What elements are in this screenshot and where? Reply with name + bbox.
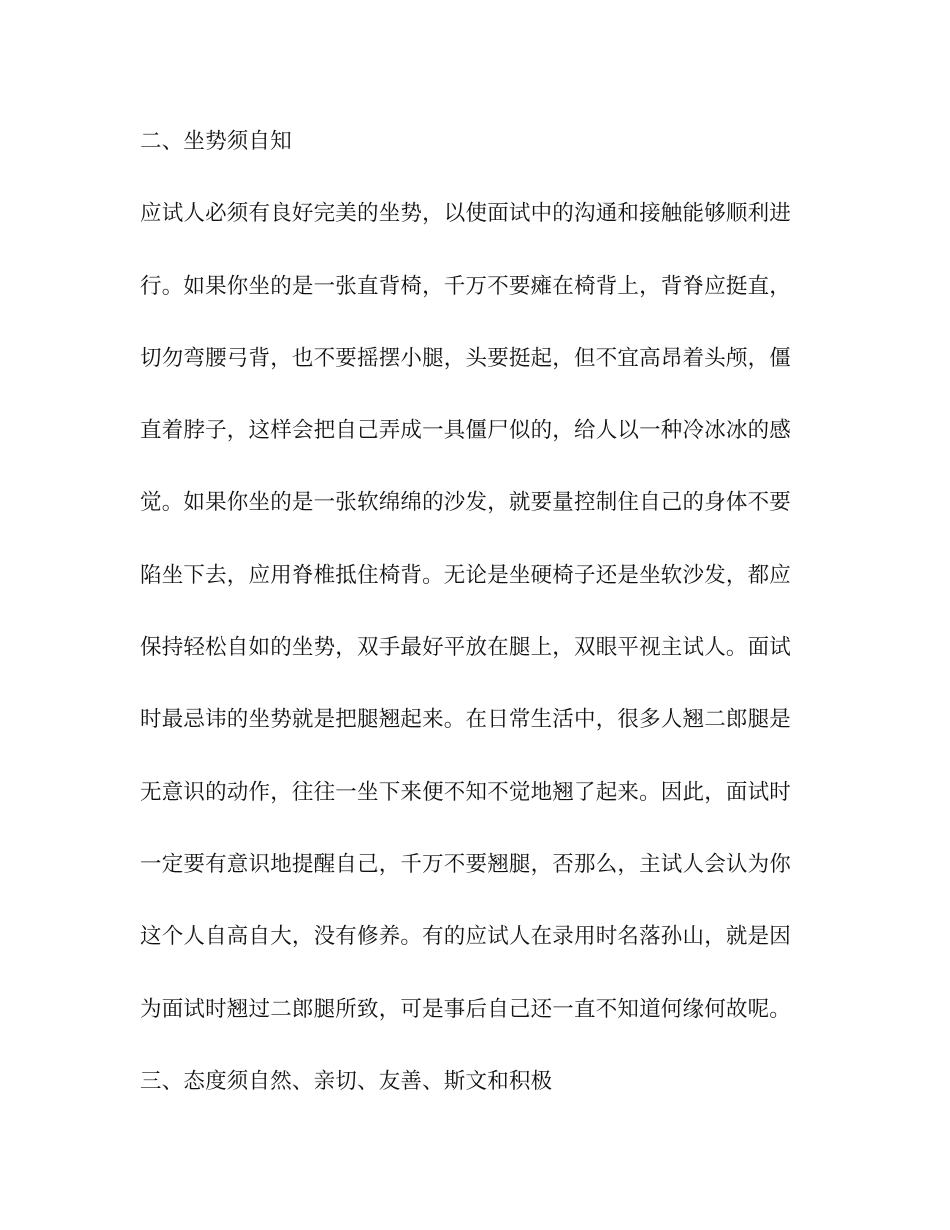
paragraph-line: 这个人自高自大，没有修养。有的应试人在录用时名落孙山，就是因 — [140, 924, 792, 950]
paragraph-line: 切勿弯腰弓背，也不要摇摆小腿，头要挺起，但不宜高昂着头颅，僵 — [140, 345, 792, 371]
paragraph-line: 陷坐下去，应用脊椎抵住椅背。无论是坐硬椅子还是坐软沙发，都应 — [140, 562, 792, 588]
paragraph-line: 直着脖子，这样会把自己弄成一具僵尸似的，给人以一种冷冰冰的感 — [140, 418, 792, 444]
section-heading-posture: 二、坐势须自知 — [140, 129, 292, 154]
paragraph-line: 觉。如果你坐的是一张软绵绵的沙发，就要量控制住自己的身体不要 — [140, 490, 792, 516]
paragraph-line: 无意识的动作，往往一坐下来便不知不觉地翘了起来。因此，面试时 — [140, 779, 792, 805]
section-heading-attitude: 三、态度须自然、亲切、友善、斯文和积极 — [140, 1068, 553, 1094]
paragraph-line: 一定要有意识地提醒自己，千万不要翘腿，否那么，主试人会认为你 — [140, 851, 792, 877]
paragraph-line: 应试人必须有良好完美的坐势，以使面试中的沟通和接触能够顺利进 — [140, 201, 792, 227]
paragraph-line: 保持轻松自如的坐势，双手最好平放在腿上，双眼平视主试人。面试 — [140, 635, 792, 661]
paragraph-line: 时最忌讳的坐势就是把腿翘起来。在日常生活中，很多人翘二郎腿是 — [140, 707, 792, 733]
paragraph-line: 行。如果你坐的是一张直背椅，千万不要瘫在椅背上，背脊应挺直， — [140, 273, 792, 299]
paragraph-line: 为面试时翘过二郎腿所致，可是事后自己还一直不知道何缘何故呢。 — [140, 996, 792, 1022]
document-body — [140, 124, 800, 1136]
